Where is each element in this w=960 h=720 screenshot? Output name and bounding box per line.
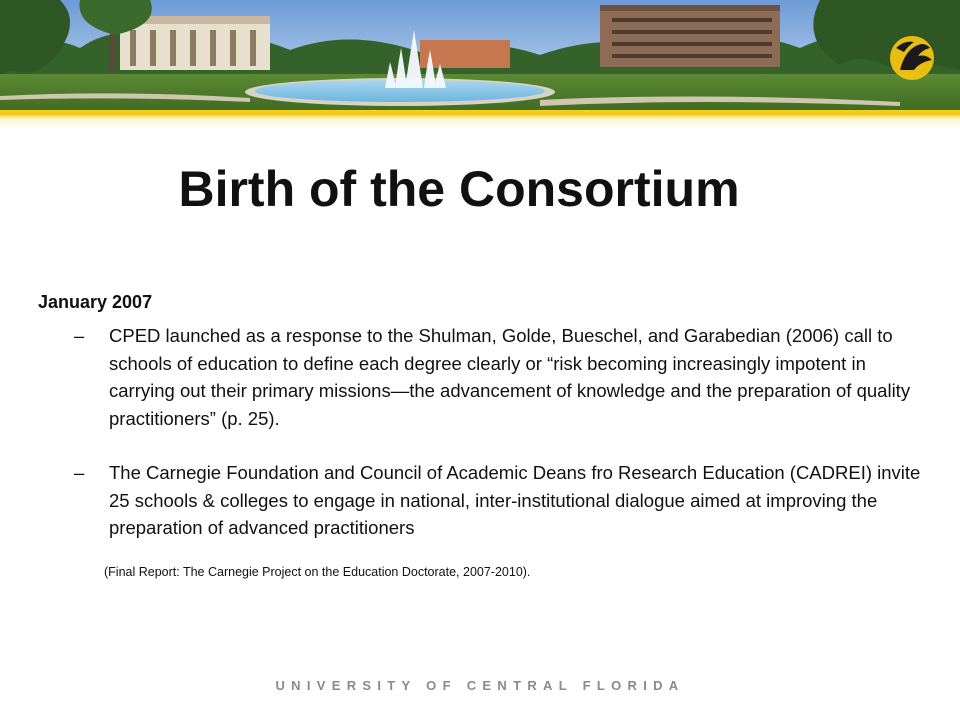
slide-title: Birth of the Consortium — [178, 161, 740, 217]
bullet-text: The Carnegie Foundation and Council of Academic Deans fro Research Education (CADREI) invite 25 schools & colleges to engage in national, inter-institutional dialogue aimed at improving the preparation of advanced practitioners — [109, 462, 921, 538]
gold-divider — [0, 110, 960, 118]
bullet-text: CPED launched as a response to the Shulman, Golde, Bueschel, and Garabedian (2006) call to schools of education to define each degree clearly or “risk becoming increasingly impotent in carrying out their primary missions—the advancement of knowledge and the preparation of quality practitioners” (p. 25). — [109, 325, 911, 429]
citation: (Final Report: The Carnegie Project on the Education Doctorate, 2007-2010). — [104, 564, 531, 579]
campus-banner-image — [0, 0, 960, 112]
footer-university-name: UNIVERSITY OF CENTRAL FLORIDA — [275, 678, 685, 693]
bullet-item — [38, 459, 928, 542]
bullet-dash: – — [74, 325, 85, 346]
date-heading: January 2007 — [38, 292, 153, 312]
pegasus-logo-icon — [890, 36, 934, 80]
gold-divider-glow — [0, 118, 960, 128]
slide-body — [38, 289, 928, 580]
bullet-item — [38, 322, 928, 432]
bullet-dash: – — [74, 462, 85, 483]
